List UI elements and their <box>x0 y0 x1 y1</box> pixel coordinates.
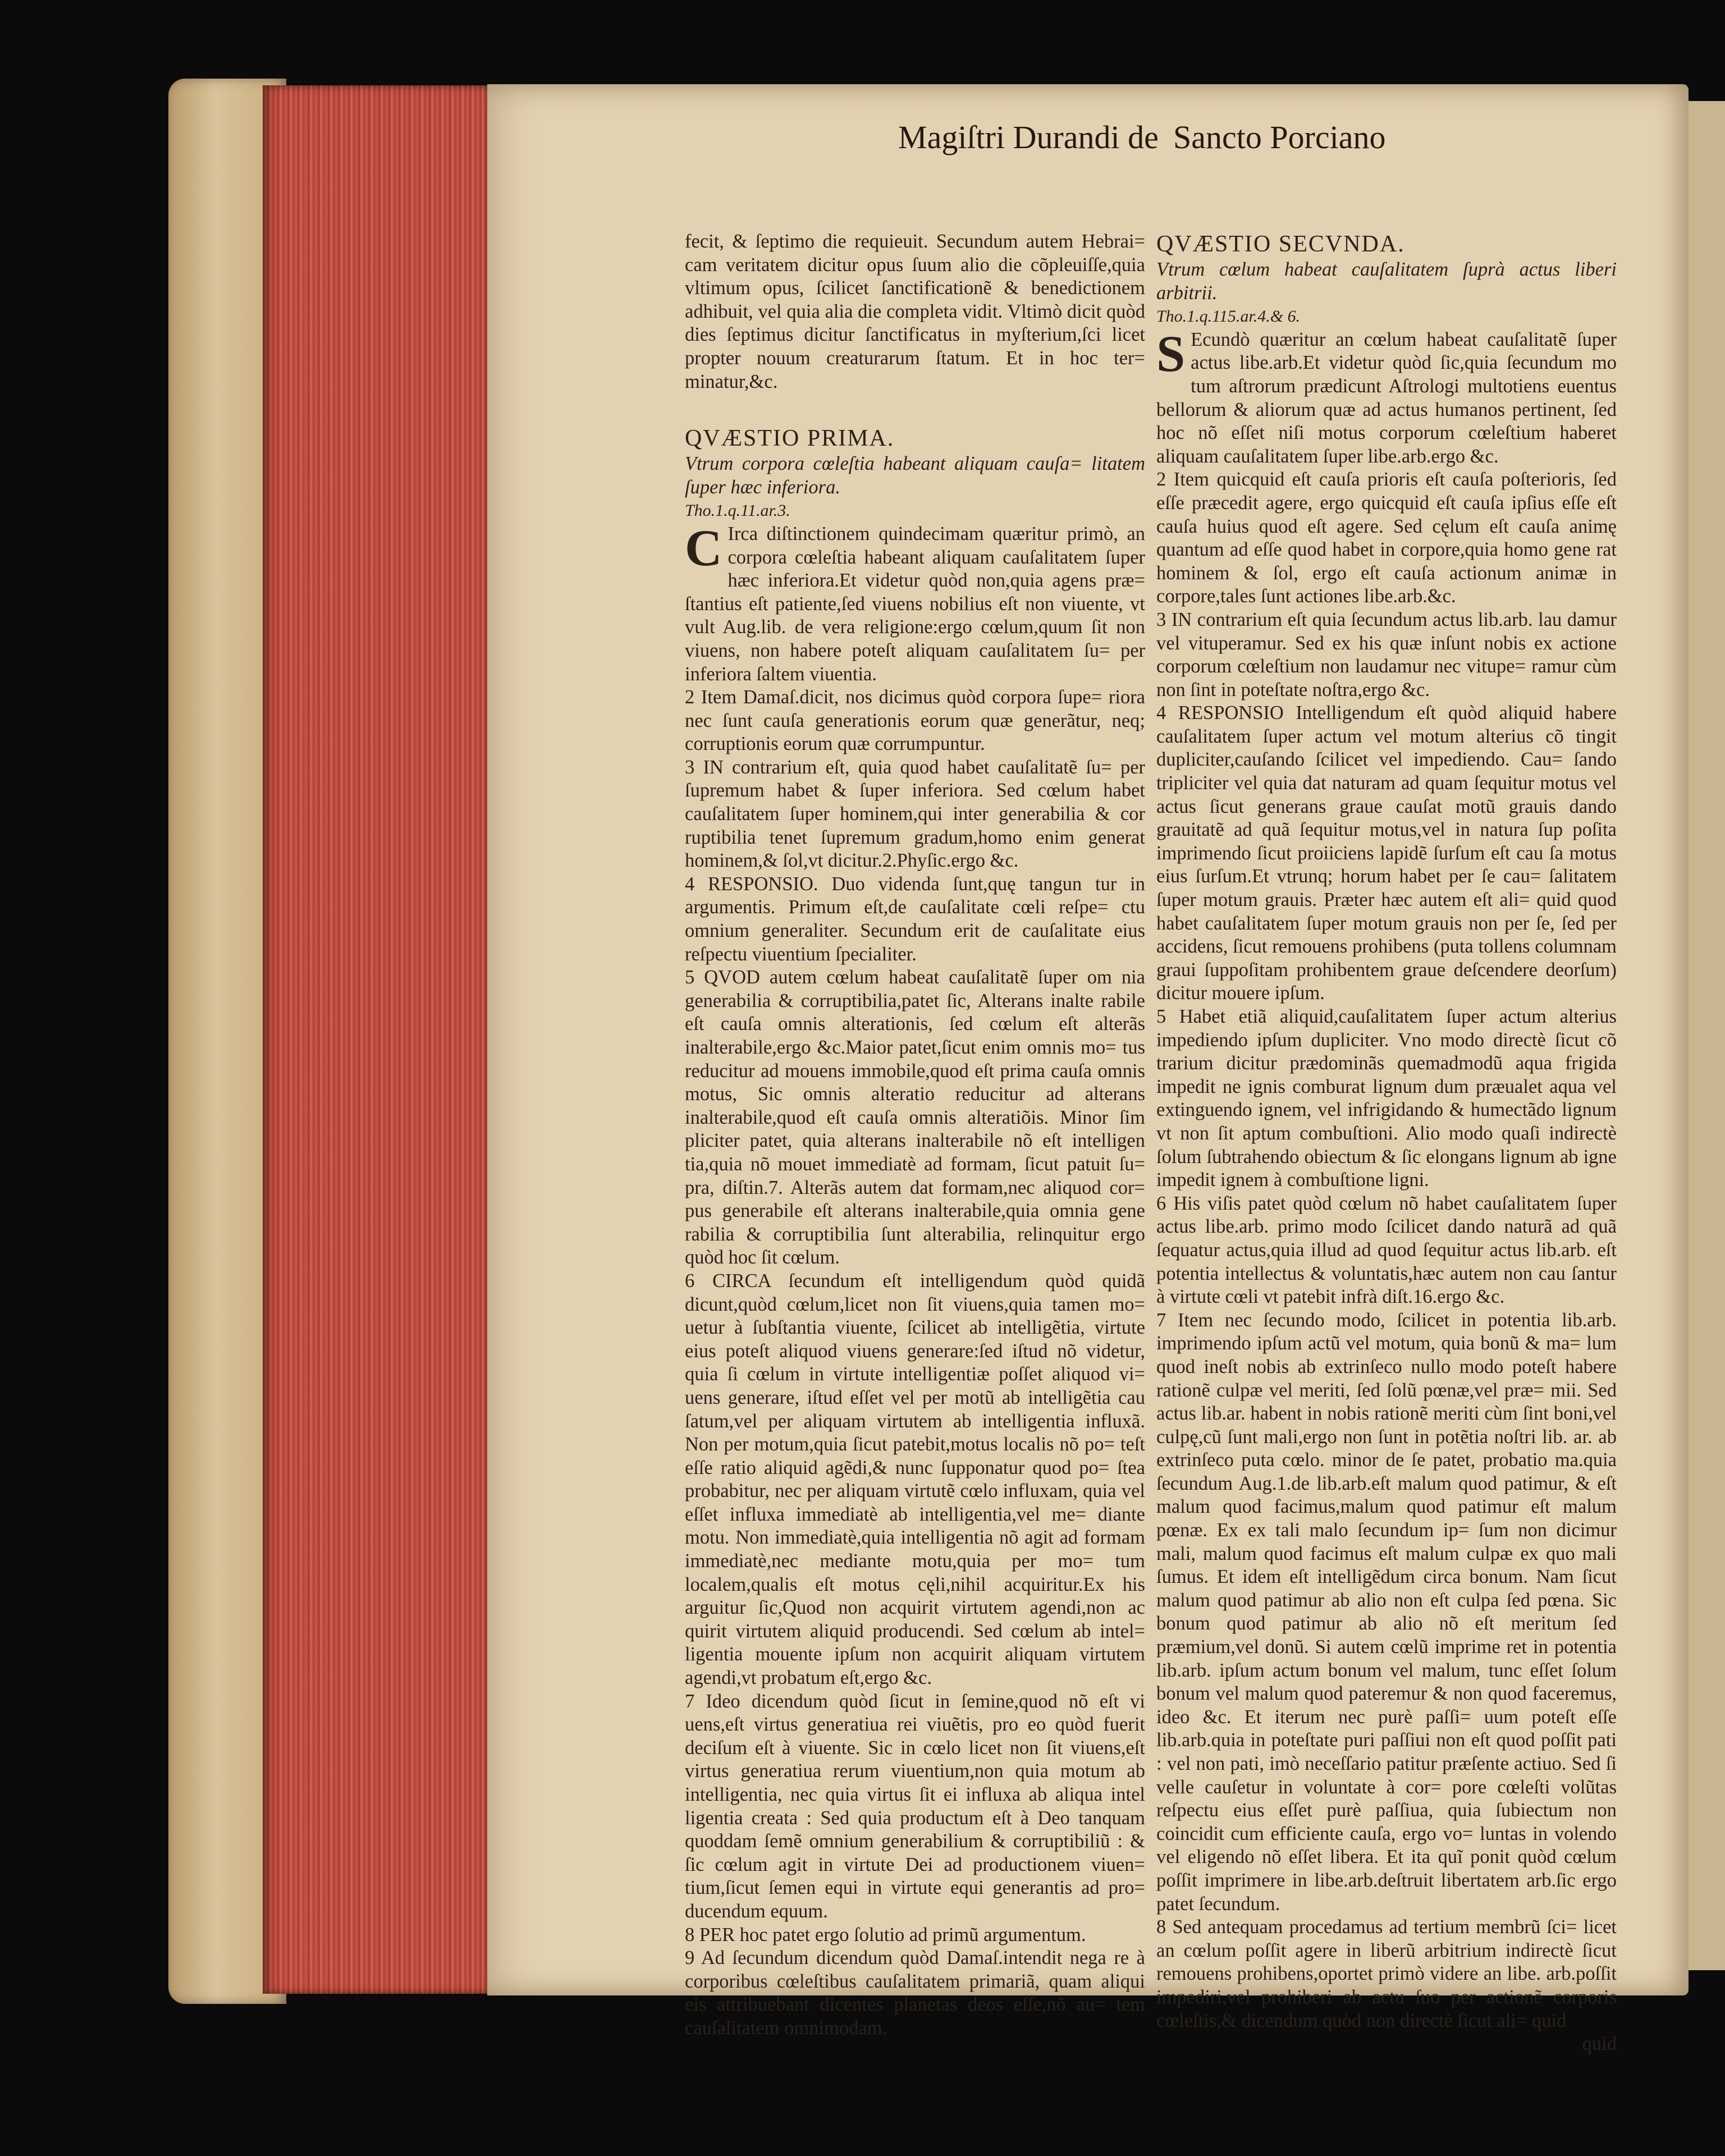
question-reference: Tho.1.q.115.ar.4.& 6. <box>1156 307 1301 326</box>
paragraph-1: Irca diſtinctionem quindecimam quæritur primò, an corpora cœleſtia habeant aliquam cauſalitatem ſuper hæc inferiora.Et videtur quòd non,quia agens præ= ſtantius eſt patiente,ſed viuens nobilius eſt non viuente, vt vult Aug.lib. de vera religione:ergo cœlum,quum ſit non viuens, non habere poteſt aliquam cauſalitatem ſu= per inferiora ſaltem viuentia. <box>685 523 1145 685</box>
running-head-left: Magiſtri Durandi de <box>898 119 1159 155</box>
question-title: QVÆSTIO PRIMA. <box>685 425 895 452</box>
paragraph-6: 6 His viſis patet quòd cœlum nõ habet cauſalitatem ſuper actus libe.arb. primo modo ſcilicet dando naturã ad quã ſequatur actus,quia illud ad quod ſequitur actus lib.arb. eſt potentia intellectus & voluntatis,hæc autem non cau ſantur à virtute cœli vt patebit infrà diſt.16.ergo &c. <box>1156 1192 1617 1308</box>
paragraph-3: 3 IN contrarium eſt quia ſecundum actus lib.arb. lau damur vel vituperamur. Sed ex his quæ inſunt nobis ex actione corporum cœleſtium non laudamur nec vitupe= ramur cùm non ſint in poteſtate noſtra,ergo &c. <box>1156 608 1617 701</box>
paragraph-9: 9 Ad ſecundum dicendum quòd Damaſ.intendit nega re à corporibus cœleſtibus cauſalitatem primariã, quam aliqui eis attribuebant dicentes planetas deos eſſe,nõ au= tem cauſalitatem omnimodam. <box>685 1947 1145 2039</box>
paragraph-8: 8 PER hoc patet ergo ſolutio ad primũ argumentum. <box>685 1924 1086 1946</box>
paragraph-3: 3 IN contrarium eſt, quia quod habet cauſalitatẽ ſu= per ſupremum habet & ſuper inferiora. Sed cœlum habet cauſalitatem ſuper hominem,qui inter generabilia & cor ruptibilia tenet ſupremum gradum,homo enim generat hominem,& ſol,vt dicitur.2.Phyſic.ergo &c. <box>685 756 1145 872</box>
paragraph-4: 4 RESPONSIO Intelligendum eſt quòd aliquid habere cauſalitatem ſuper actum vel motum alterius cõ tingit dupliciter,cauſando ſcilicet vel impediendo. Cau= ſando tripliciter vel quia dat naturam ad quam ſequitur motus vel actus ſicut generans graue cauſat motũ grauis dando grauitatẽ ad quã ſequitur motus,vel in natura ſup poſita imprimendo ſicut proiiciens lapidẽ ſurſum eſt cau ſa motus eius ſurſum.Et vtrunq; horum habet per ſe cau= ſalitatem ſuper motum grauis. Præter hæc autem eſt ali= quid quod habet cauſalitatem ſuper motum grauis non per ſe, ſed per accidens, ſicut remouens prohibens (puta tollens columnam graui ſuppoſitam prohibentem graue deſcendere deorſum) dicitur mouere ipſum. <box>1156 702 1617 1004</box>
running-head-right: Sancto Porciano <box>1173 119 1386 155</box>
paragraph-5: 5 QVOD autem cœlum habeat cauſalitatẽ ſuper om nia generabilia & corruptibilia,patet ſic, Alterans inalte rabile eſt cauſa omnis alterationis, ſed cœlum eſt alterãs inalterabile,ergo &c.Maior patet,ſicut enim omnis mo= tus reducitur ad mouens immobile,quod eſt prima cauſa omnis motus, Sic omnis alteratio reducitur ad alterans inalterabile,quod eſt cauſa omnis alteratiõis. Minor ſim pliciter patet, quia alterans inalterabile nõ eſt intelligen tia,quia nõ mouet immediatè ad formam, ſicut patuit ſu= pra, diſtin.7. Alterãs autem dat formam,nec aliquod cor= pus generabile eſt alterans inalterabile,quia omnia gene rabilia & corruptibilia ſunt alterabilia, relinquitur ergo quòd hoc ſit cœlum. <box>685 967 1145 1269</box>
paragraph-1: Ecundò quæritur an cœlum habeat cauſalitatẽ ſuper actus libe.arb.Et videtur quòd ſic,quia ſecundum mo tum aſtrorum prædicunt Aſtrologi multotiens euentus bellorum & aliorum quæ ad actus humanos pertinent, ſed hoc nõ eſſet niſi motus corporum cœleſtium haberet aliquam cauſalitatem ſuper libe.arb.ergo &c. <box>1156 328 1617 467</box>
paragraph-7: 7 Item nec ſecundo modo, ſcilicet in potentia lib.arb. imprimendo ipſum actũ vel motum, quia bonũ & ma= lum quod ineſt nobis ab extrinſeco nullo modo poteſt habere rationẽ culpæ vel meriti, ſed ſolũ pœnæ,vel præ= mii. Sed actus lib.ar. habent in nobis rationẽ meriti cùm ſint boni,vel culpę,cũ ſunt mali,ergo non ſunt in potẽtia noſtri lib. ar. ab extrinſeco puta cœlo. minor de ſe patet, probatio ma.quia ſecundum Aug.1.de lib.arb.eſt malum quod patimur, & eſt malum quod facimus,malum quod patimur eſt malum pœnæ. Ex ex tali malo ſecundum ip= ſum non dicimur mali, malum quod facimus eſt malum culpæ ex quo mali ſumus. Et idem eſt intelligẽdum circa bonum. Nam ſicut malum quod patimur ab alio non eſt culpa ſed pœna. Sic bonum quod patimur ab alio nõ eſt meritum ſed præmium,vel donũ. Si autem cœlũ imprime ret in potentia lib.arb. ipſum actum bonum vel malum, tunc eſſet ſolum bonum vel malum quod pateremur & non quod faceremus, ideo &c. Et iterum nec purè paſſi= uum poteſt eſſe lib.arb.quia in poteſtate puri paſſiui non eſt quod poſſit pati : vel non pati, imò neceſſario patitur præſente actiuo. Sed ſi velle cauſetur in voluntate à cor= pore cœleſti volũtas reſpectu eius eſſet purè paſſiua, quia ſubiectum non coincidit cum efficiente cauſa, ergo vo= luntas in volendo vel eligendo nõ eſſet libera. Et ita quĩ ponit quòd cœlum poſſit imprimere in libe.arb.deſtruit libertatem arb.ſic ergo patet ſecundum. <box>1156 1309 1617 1915</box>
left-column <box>685 230 1145 2040</box>
paragraph-6: 6 CIRCA ſecundum eſt intelligendum quòd quidã dicunt,quòd cœlum,licet non ſit viuens,quia tamen mo= uetur à ſubſtantia viuente, ſcilicet ab intelligẽtia, virtute eius poteſt aliquod viuens generare:ſed iſtud nõ videtur, quia ſi cœlum in virtute intelligentiæ poſſet aliquod vi= uens generare, iſtud eſſet vel per motũ ab intelligẽtia cau ſatum,vel per aliquam virtutem ab intelligentia influxã. Non per motum,quia ſicut patebit,motus localis nõ po= teſt eſſe ratio aliquid agẽdi,& nunc ſupponatur quod po= ſtea probabitur, nec per aliquam virtutẽ cœlo influxam, quia vel eſſet influxa immediatè ab intelligentia,vel me= diante motu. Non immediatè,quia intelligentia nõ agit ad formam immediatè,nec mediante motu,quia per mo= tum localem,qualis eſt motus cęli,nihil acquiritur.Ex his arguitur ſic,Quod non acquirit virtutem agendi,non ac quirit virtutem aliquid producendi. Sed cœlum ab intel= ligentia mouente ipſum non acquirit aliquam virtutem agendi,vt probatum eſt,ergo &c. <box>685 1270 1145 1689</box>
red-page-edges <box>263 85 490 1994</box>
question-subtitle: Vtrum corpora cœleſtia habeant aliquam cauſa= litatem ſuper hæc inferiora. <box>685 453 1145 498</box>
catchword: quid <box>1582 2033 1617 2055</box>
intro-paragraph: fecit, & ſeptimo die requieuit. Secundum autem Hebrai= cam veritatem dicitur opus ſuum alio die cõpleuiſſe,quia vltimum opus, ſcilicet ſanctificationẽ & benedictionem adhibuit, vel quia alia die completa vidit. Vltimò dicit quòd dies ſeptimus dicitur ſanctificatus in myſterium,ſci licet propter nouum creaturarum ſtatum. Et in hoc ter= minatur,&c. <box>685 231 1145 392</box>
paragraph-2: 2 Item Damaſ.dicit, nos dicimus quòd corpora ſupe= riora nec ſunt cauſa generationis eorum quæ generãtur, neq; corruptionis eorum quæ corrumpuntur. <box>685 686 1145 755</box>
paragraph-5: 5 Habet etiã aliquid,cauſalitatem ſuper actum alterius impediendo ipſum dupliciter. Vno modo directè ſicut cõ trarium dicitur prædominãs quemadmodũ aqua frigida impedit ne ignis comburat lignum dum præualet aqua vel extinguendo ignem, vel infrigidando & humectãdo lignum vt non ſit aptum combuſtioni. Alio modo quaſi indirectè ſolum ſubtrahendo obiectum & ſic elongans lignum ab igne impedit ignem à combuſtione ligni. <box>1156 1006 1617 1191</box>
question-subtitle: Vtrum cœlum habeat cauſalitatem ſuprà actus liberi arbitrii. <box>1156 259 1617 304</box>
dropcap: C <box>685 519 722 576</box>
paragraph-7: 7 Ideo dicendum quòd ſicut in ſemine,quod nõ eſt vi uens,eſt virtus generatiua rei viuẽtis, pro eo quòd fuerit deciſum eſt à viuente. Sic in cœlo licet non ſit viuens,eſt virtus generatiua rerum viuentium,non quia motum ab intelligentia, nec quia virtus ſit ei influxa ab aliqua intel ligentia creata : Sed quia productum eſt à Deo tanquam quoddam ſemẽ omnium generabilium & corruptibiliũ : & ſic cœlum agit in virtute Dei ad productionem viuen= tium,ſicut ſemen equi in virtute equi generantis ad pro= ducendum equum. <box>685 1690 1145 1922</box>
right-column <box>1156 230 1617 2056</box>
paragraph-8: 8 Sed antequam procedamus ad tertium membrũ ſci= licet an cœlum poſſit agere in liberũ arbitrium indirectè ſicut remouens prohibens,oportet primò videre an libe. arb.poſſit impediri,vel prohiberi ab actu ſuo per actionẽ corporis cœleſtis,& dicendum quòd non directè ſicut ali= quid <box>1156 1916 1617 2031</box>
facing-page-edge <box>1684 101 1725 1970</box>
paragraph-2: 2 Item quicquid eſt cauſa prioris eſt cauſa poſterioris, ſed eſſe præcedit agere, ergo quicquid eſt cauſa ipſius eſſe eſt cauſa huius quod eſt agere. Sed cęlum eſt cauſa animę quantum ad eſſe quod habet in corpore,quia homo gene rat hominem & ſol, ergo eſt cauſa actionum animæ in corpore,tales ſunt actiones libe.arb.&c. <box>1156 469 1617 607</box>
question-reference: Tho.1.q.11.ar.3. <box>685 501 790 520</box>
question-title: QVÆSTIO SECVNDA. <box>1156 231 1405 257</box>
dropcap: S <box>1156 324 1186 382</box>
paragraph-4: 4 RESPONSIO. Duo videnda ſunt,quę tangun tur in argumentis. Primum eſt,de cauſalitate cœli reſpe= ctu omnium generaliter. Secundum erit de cauſalitate eius reſpectu viuentium ſpecialiter. <box>685 873 1145 965</box>
